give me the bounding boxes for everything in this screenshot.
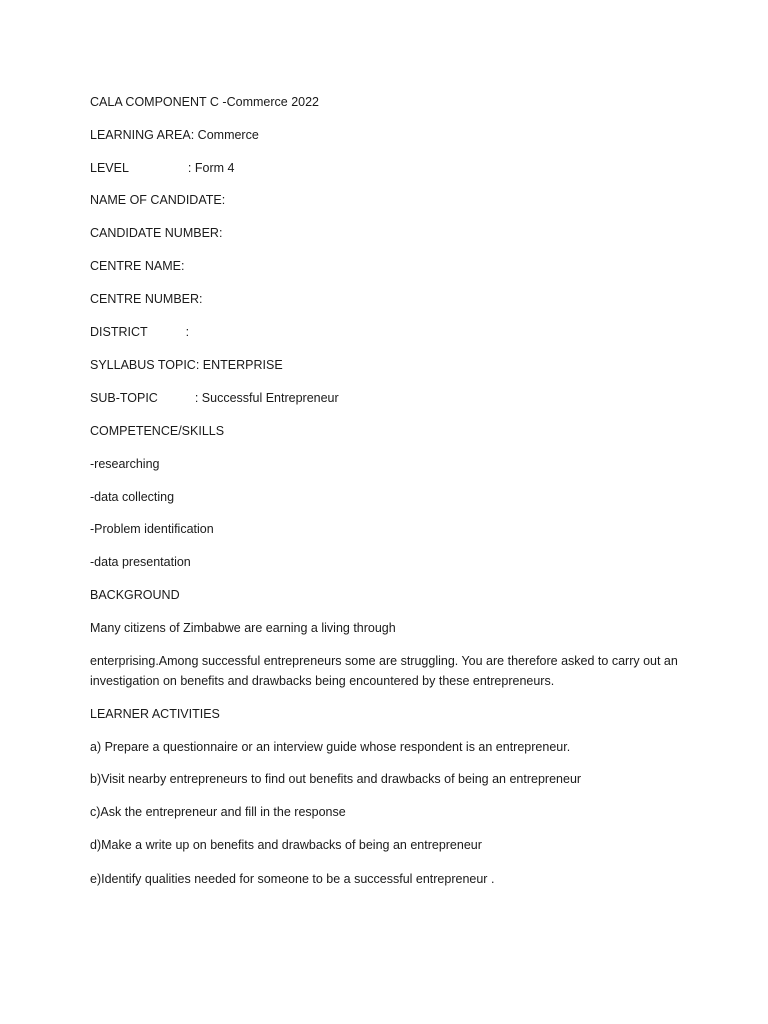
syllabus-topic: SYLLABUS TOPIC: ENTERPRISE xyxy=(90,358,283,372)
subtopic-value: : Successful Entrepreneur xyxy=(194,391,339,405)
learning-area: LEARNING AREA: Commerce xyxy=(90,128,259,142)
district-label: DISTRICT xyxy=(90,325,148,339)
activity-item: a) Prepare a questionnaire or an interview guide whose respondent is an entrepreneur. xyxy=(90,740,571,754)
level-value: : Form 4 xyxy=(187,161,235,175)
district-value: : xyxy=(185,325,190,339)
background-heading: BACKGROUND xyxy=(90,588,180,602)
activity-item: d)Make a write up on benefits and drawbacks of being an entrepreneur xyxy=(90,838,482,852)
level-label: LEVEL xyxy=(90,161,129,175)
activity-item: c)Ask the entrepreneur and fill in the response xyxy=(90,805,346,819)
subtopic-row xyxy=(90,390,339,406)
competence-heading: COMPETENCE/SKILLS xyxy=(90,424,225,438)
skill-item: -researching xyxy=(90,457,160,471)
centre-name: CENTRE NAME: xyxy=(90,259,185,273)
background-line: Many citizens of Zimbabwe are earning a living through xyxy=(90,621,396,635)
document-title: CALA COMPONENT C -Commerce 2022 xyxy=(90,95,319,109)
activity-item: b)Visit nearby entrepreneurs to find out benefits and drawbacks of being an entrepreneur xyxy=(90,772,582,786)
district-row xyxy=(90,324,189,340)
background-paragraph: enterprising.Among successful entrepreneurs some are struggling. You are therefore asked to carry out an investigation on benefits and drawbacks being encountered by these entrepreneurs. xyxy=(90,654,678,688)
activities-heading: LEARNER ACTIVITIES xyxy=(90,707,220,721)
skill-item: -data collecting xyxy=(90,490,175,504)
name-of-candidate: NAME OF CANDIDATE: xyxy=(90,193,226,207)
skill-item: -data presentation xyxy=(90,555,191,569)
activity-item: e)Identify qualities needed for someone to be a successful entrepreneur . xyxy=(90,872,495,886)
subtopic-label: SUB-TOPIC xyxy=(90,391,158,405)
level-row xyxy=(90,160,234,176)
skill-item: -Problem identification xyxy=(90,522,214,536)
centre-number: CENTRE NUMBER: xyxy=(90,292,203,306)
candidate-number: CANDIDATE NUMBER: xyxy=(90,226,223,240)
